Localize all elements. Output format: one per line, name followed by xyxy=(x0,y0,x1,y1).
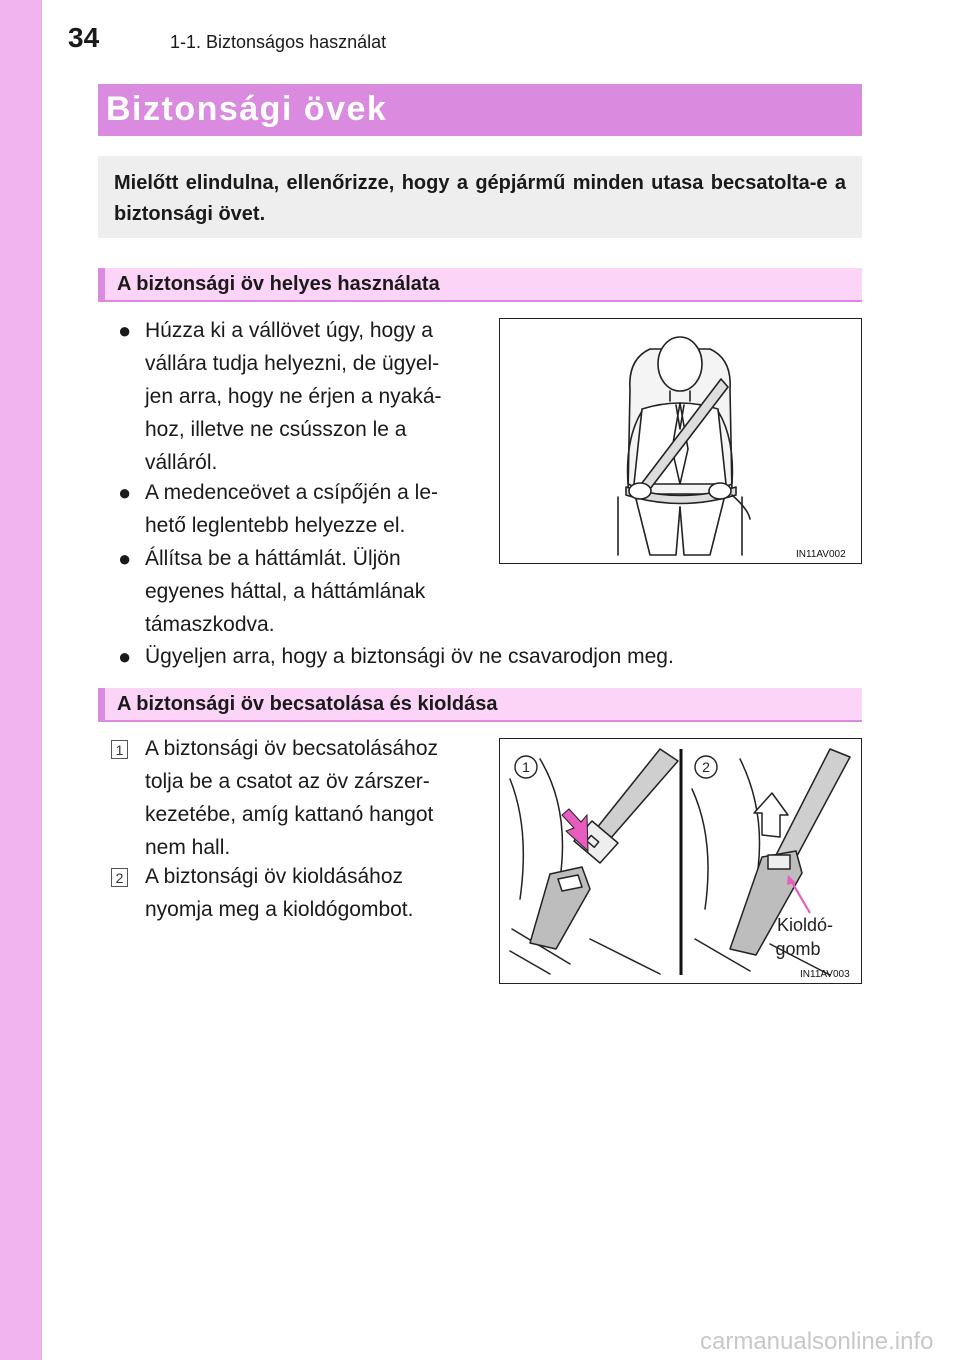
text-line: vállára tudja helyezni, de ügyel- xyxy=(145,352,440,375)
text-line: A biztonsági öv kioldásához xyxy=(145,865,403,888)
text-line: nyomja meg a kioldógombot. xyxy=(145,898,414,921)
step-paragraph xyxy=(145,732,477,864)
text-line: Ügyeljen arra, hogy a biztonsági öv ne csavarodjon meg. xyxy=(145,645,674,668)
text-line: A biztonsági öv becsatolásához xyxy=(145,737,439,760)
intro-box xyxy=(98,156,862,238)
bullet-icon: ● xyxy=(118,318,132,343)
bullet-icon: ● xyxy=(118,480,132,505)
section-heading-text: A biztonsági öv becsatolása és kioldása xyxy=(117,693,498,715)
section-heading-correct-use xyxy=(98,268,862,302)
bullet-paragraph xyxy=(145,476,477,542)
release-button-label-line2: gomb xyxy=(775,939,821,959)
section-heading-text: A biztonsági öv helyes használata xyxy=(117,273,440,295)
text-line: hető leglentebb helyezze el. xyxy=(145,514,406,537)
page-number: 34 xyxy=(68,22,100,53)
bullet-paragraph xyxy=(145,542,477,641)
step-number-badge: 1 xyxy=(111,740,128,759)
side-color-strip xyxy=(0,0,42,1360)
release-button-label-line1: Kioldó- xyxy=(776,915,834,935)
text-line: Állítsa be a háttámlát. Üljön xyxy=(145,547,401,570)
text-line: Húzza ki a vállövet úgy, hogy a xyxy=(145,319,433,342)
figure-code: IN11AV002 xyxy=(796,549,846,560)
text-line: egyenes háttal, a háttámlának xyxy=(145,580,426,603)
text-line: nem hall. xyxy=(145,836,231,859)
figure-buckle-steps xyxy=(499,738,862,984)
watermark: carmanualsonline.info xyxy=(700,1328,934,1355)
panel-number-1: 1 xyxy=(522,759,530,775)
bullet-icon: ● xyxy=(118,546,132,571)
intro-text: Mielőtt elindulna, ellenőrizze, hogy a gépjármű minden utasa becsatolta-e a biztonsági övet. xyxy=(114,172,846,225)
section-breadcrumb: 1-1. Biztonságos használat xyxy=(170,32,387,52)
figure-code: IN11AV003 xyxy=(800,969,850,980)
text-line: jen arra, hogy ne érjen a nyaká- xyxy=(145,385,442,408)
text-line: kezetébe, amíg kattanó hangot xyxy=(145,803,434,826)
insert-arrow-icon xyxy=(562,809,588,851)
panel-number-2: 2 xyxy=(702,759,710,775)
buckle-illustration xyxy=(500,739,860,982)
figure-seated-belt xyxy=(499,318,862,564)
page-title-bar xyxy=(98,84,862,136)
text-line: támaszkodva. xyxy=(145,613,275,636)
text-line: hoz, illetve ne csússzon le a xyxy=(145,418,407,441)
step-number-badge: 2 xyxy=(111,868,128,887)
seated-person-illustration xyxy=(500,319,860,562)
text-line: tolja be a csatot az öv zárszer- xyxy=(145,770,430,793)
bullet-icon: ● xyxy=(118,644,132,669)
section-heading-fasten-release xyxy=(98,688,862,722)
step-paragraph xyxy=(145,860,477,926)
bullet-paragraph xyxy=(145,640,845,673)
bullet-paragraph xyxy=(145,314,477,479)
text-line: A medenceövet a csípőjén a le- xyxy=(145,481,439,504)
text-line: válláról. xyxy=(145,451,218,474)
page-title: Biztonsági övek xyxy=(106,90,388,128)
